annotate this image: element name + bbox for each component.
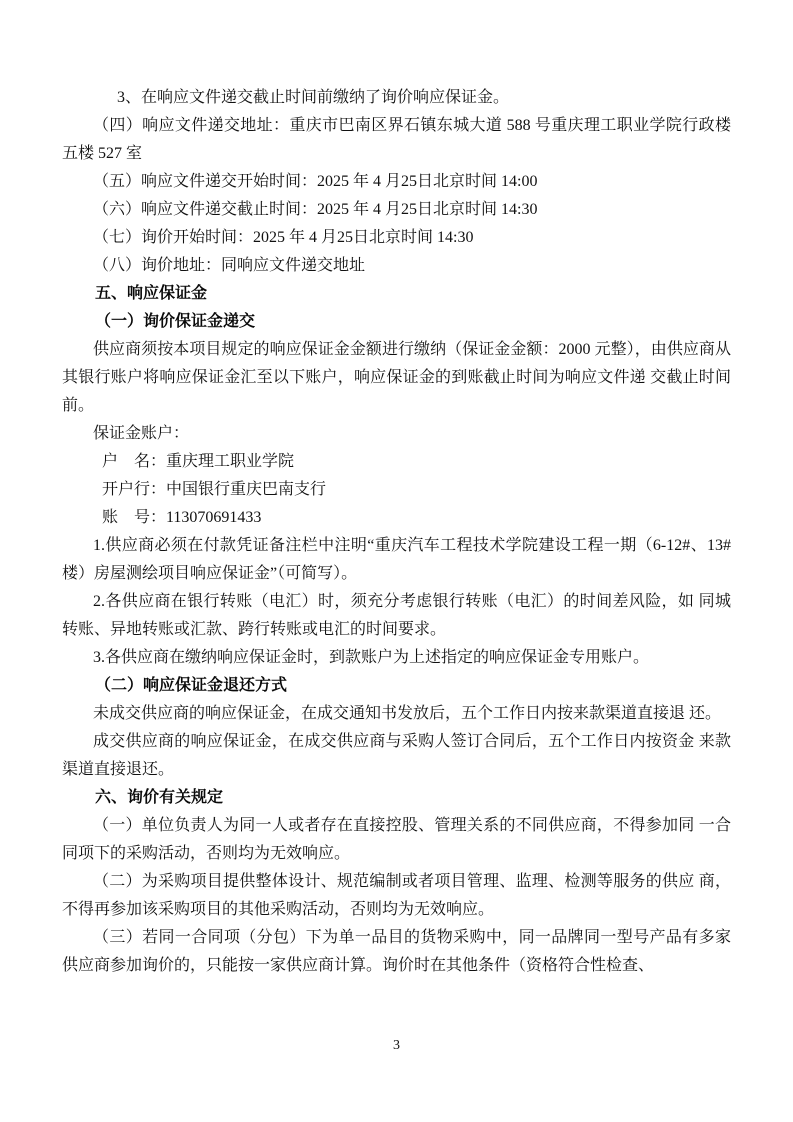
body-paragraph-inquiry-time: （七）询价开始时间：2025 年 4 月25日北京时间 14:30 [93,229,474,246]
body-paragraph-rule-1: （一）单位负责人为同一人或者存在直接控股、管理关系的不同供应商，不得参加同 一合同项下的采购活动，否则均为无效响应。 [62,817,731,862]
body-paragraph-refund-successful: 成交供应商的响应保证金，在成交供应商与采购人签订合同后，五个工作日内按资金 来款渠道直接退还。 [62,733,731,778]
body-paragraph-inquiry-address: （八）询价地址：同响应文件递交地址 [93,257,366,274]
body-paragraph-note-1: 1.供应商必须在付款凭证备注栏中注明“重庆汽车工程技术学院建设工程一期（6-12#、13#楼）房屋测绘项目响应保证金”（可简写）。 [62,537,731,582]
section-heading-5: 五、响应保证金 [95,285,208,302]
account-number-line: 账 号：113070691433 [102,509,262,526]
body-paragraph-address: （四）响应文件递交地址：重庆市巴南区界石镇东城大道 588 号重庆理工职业学院行政楼五楼 527 室 [62,117,731,162]
body-paragraph-item-3: 3、在响应文件递交截止时间前缴纳了询价响应保证金。 [117,89,510,106]
account-name-line: 户 名：重庆理工职业学院 [102,453,295,470]
account-bank-line: 开户行：中国银行重庆巴南支行 [102,481,327,498]
body-paragraph-deposit-rules: 供应商须按本项目规定的响应保证金金额进行缴纳（保证金金额：2000 元整），由供应商从其银行账户将响应保证金汇至以下账户，响应保证金的到账截止时间为响应文件递 交截止时间前。 [62,341,731,414]
section-heading-6: 六、询价有关规定 [95,789,224,806]
subsection-heading-deposit-refund: （二）响应保证金退还方式 [95,677,288,694]
body-paragraph-note-2: 2.各供应商在银行转账（电汇）时，须充分考虑银行转账（电汇）的时间差风险，如 同城转账、异地转账或汇款、跨行转账或电汇的时间要求。 [62,593,731,638]
body-paragraph-deadline: （六）响应文件递交截止时间：2025 年 4 月25日北京时间 14:30 [93,201,538,218]
page-number: 3 [393,1038,400,1053]
body-paragraph-note-3: 3.各供应商在缴纳响应保证金时，到款账户为上述指定的响应保证金专用账户。 [93,649,650,666]
body-paragraph-account-intro: 保证金账户： [93,425,190,442]
body-paragraph-rule-3: （三）若同一合同项（分包）下为单一品目的货物采购中，同一品牌同一型号产品有多家供应商参加询价的，只能按一家供应商计算。询价时在其他条件（资格符合性检查、 [62,929,731,974]
body-paragraph-rule-2: （二）为采购项目提供整体设计、规范编制或者项目管理、监理、检测等服务的供应 商，不得再参加该采购项目的其他采购活动，否则均为无效响应。 [62,873,731,918]
body-paragraph-start-time: （五）响应文件递交开始时间：2025 年 4 月25日北京时间 14:00 [93,173,538,190]
body-paragraph-refund-unsuccessful: 未成交供应商的响应保证金，在成交通知书发放后，五个工作日内按来款渠道直接退 还。 [93,705,722,722]
subsection-heading-deposit-submit: （一）询价保证金递交 [95,313,256,330]
